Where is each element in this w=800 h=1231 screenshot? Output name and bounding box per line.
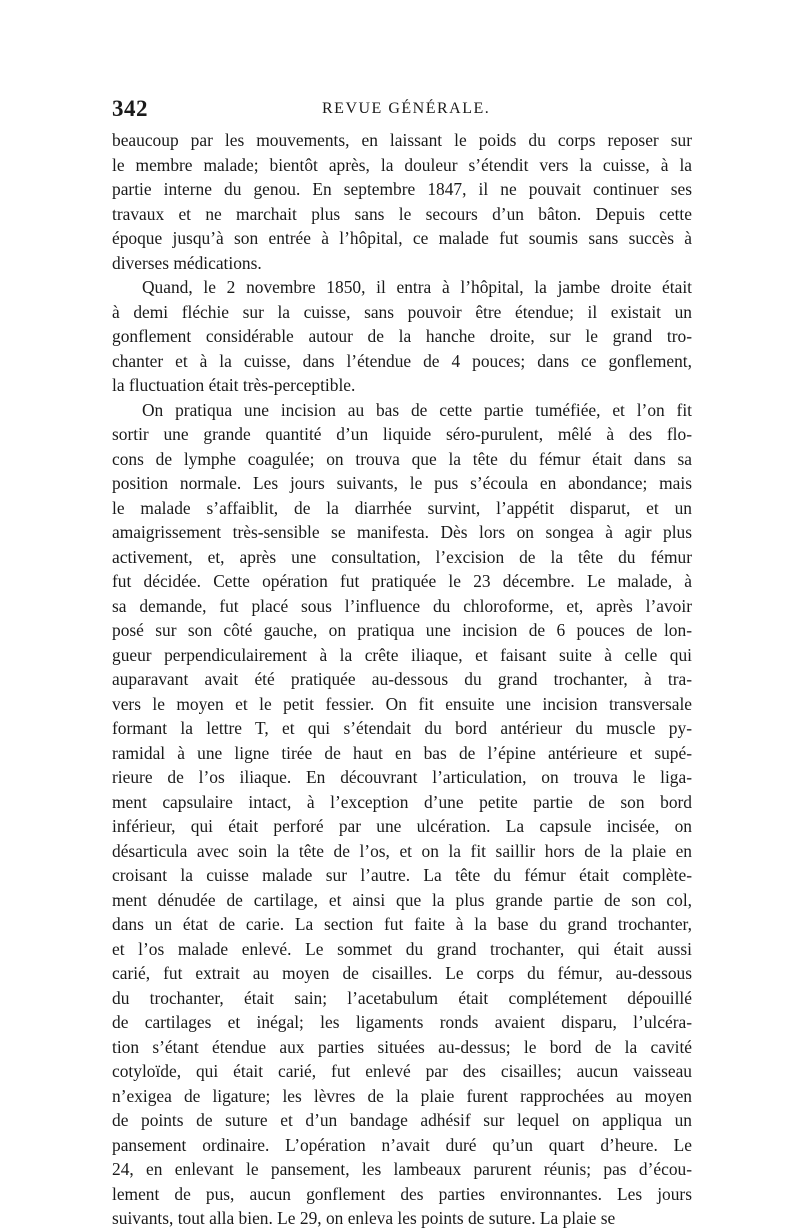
text-line: de points de suture et d’un bandage adhésif sur lequel on appliqua un [112,1110,692,1130]
text-line: fut décidée. Cette opération fut pratiquée le 23 décembre. Le malade, à [112,571,692,591]
running-title: REVUE GÉNÉRALE. [322,100,491,117]
text-line: n’exigea de ligature; les lèvres de la plaie furent rapprochées au moyen [112,1085,692,1106]
text-line: croisant la cuisse malade sur l’autre. La tête du fémur était complète- [112,865,692,885]
text-line: carié, fut extrait au moyen de cisailles. Le corps du fémur, au-dessous [112,963,692,983]
text-line: partie interne du genou. En septembre 1847, il ne pouvait continuer ses [112,179,692,199]
text-line: désarticula avec soin la tête de l’os, et on la fit saillir hors de la plaie en [112,840,692,861]
text-line: ment capsulaire intact, à l’exception d’une petite partie de son bord [112,791,692,812]
text-line: inférieur, qui était perforé par une ulcération. La capsule incisée, on [112,816,692,836]
text-line: ment dénudée de cartilage, et ainsi que la plus grande partie de son col, [112,889,692,910]
text-line: chanter et à la cuisse, dans l’étendue de 4 pouces; dans ce gonflement, [112,350,692,371]
text-line: 24, en enlevant le pansement, les lambeaux parurent réunis; pas d’écou- [112,1159,692,1179]
text-line: activement, et, après une consultation, l’excision de la tête du fémur [112,546,692,567]
text-line: époque jusqu’à son entrée à l’hôpital, ce malade fut soumis sans succès à [112,228,692,248]
text-line: cons de lymphe coagulée; on trouva que la tête du fémur était dans sa [112,448,692,469]
page-number: 342 [112,96,148,121]
text-line: tion s’étant étendue aux parties situées au-dessus; le bord de la cavité [112,1036,692,1057]
text-line: ramidal à une ligne tirée de haut en bas de l’épine antérieure et supé- [112,742,692,763]
text-line: diverses médications. [112,252,262,273]
text-line: le malade s’affaiblit, de la diarrhée survint, l’appétit disparut, et un [112,497,692,518]
text-line: dans un état de carie. La section fut faite à la base du grand trochanter, [112,914,692,934]
text-line: On pratiqua une incision au bas de cette partie tuméfiée, et l’on fit [142,399,692,420]
text-line: à demi fléchie sur la cuisse, sans pouvoir être étendue; il existait un [112,301,692,322]
text-line: posé sur son côté gauche, on pratiqua une incision de 6 pouces de lon- [112,620,692,640]
text-line: gonflement considérable autour de la hanche droite, sur le grand tro- [112,326,692,346]
paragraph [112,128,692,275]
page-header [112,96,688,124]
body-text [112,128,692,1231]
text-line: auparavant avait été pratiquée au-dessous du grand trochanter, à tra- [112,669,692,689]
text-line: beaucoup par les mouvements, en laissant le poids du corps reposer sur [112,130,692,150]
text-line: du trochanter, était sain; l’acetabulum était complétement dépouillé [112,987,692,1008]
text-line: pansement ordinaire. L’opération n’avait duré qu’un quart d’heure. Le [112,1134,692,1155]
text-line: formant la lettre T, et qui s’étendait du bord antérieur du muscle py- [112,718,692,738]
text-line: rieure de l’os iliaque. En découvrant l’articulation, on trouva le liga- [112,767,692,787]
text-line: le membre malade; bientôt après, la douleur s’étendit vers la cuisse, à la [112,154,692,175]
text-line: vers le moyen et le petit fessier. On fit ensuite une incision transversale [112,693,692,714]
text-line: amaigrissement très-sensible se manifesta. Dès lors on songea à agir plus [112,522,692,542]
text-line: suivants, tout alla bien. Le 29, on enleva les points de suture. La plaie se [112,1208,616,1228]
text-line: et l’os malade enlevé. Le sommet du grand trochanter, qui était aussi [112,938,692,959]
text-line: sa demande, fut placé sous l’influence du chloroforme, et, après l’avoir [112,595,692,616]
text-line: position normale. Les jours suivants, le pus s’écoula en abondance; mais [112,473,692,493]
text-line: sortir une grande quantité d’un liquide séro-purulent, mêlé à des flo- [112,424,692,444]
text-line: travaux et ne marchait plus sans le secours d’un bâton. Depuis cette [112,203,692,224]
text-line: gueur perpendiculairement à la crête iliaque, et faisant suite à celle qui [112,644,692,665]
text-line: la fluctuation était très-perceptible. [112,375,356,395]
text-line: Quand, le 2 novembre 1850, il entra à l’hôpital, la jambe droite était [142,277,692,297]
text-line: lement de pus, aucun gonflement des parties environnantes. Les jours [112,1183,692,1204]
text-line: de cartilages et inégal; les ligaments ronds avaient disparu, l’ulcéra- [112,1012,692,1032]
paragraph [112,275,692,398]
paragraph [112,398,692,1231]
text-line: cotyloïde, qui était carié, fut enlevé par des cisailles; aucun vaisseau [112,1061,692,1081]
